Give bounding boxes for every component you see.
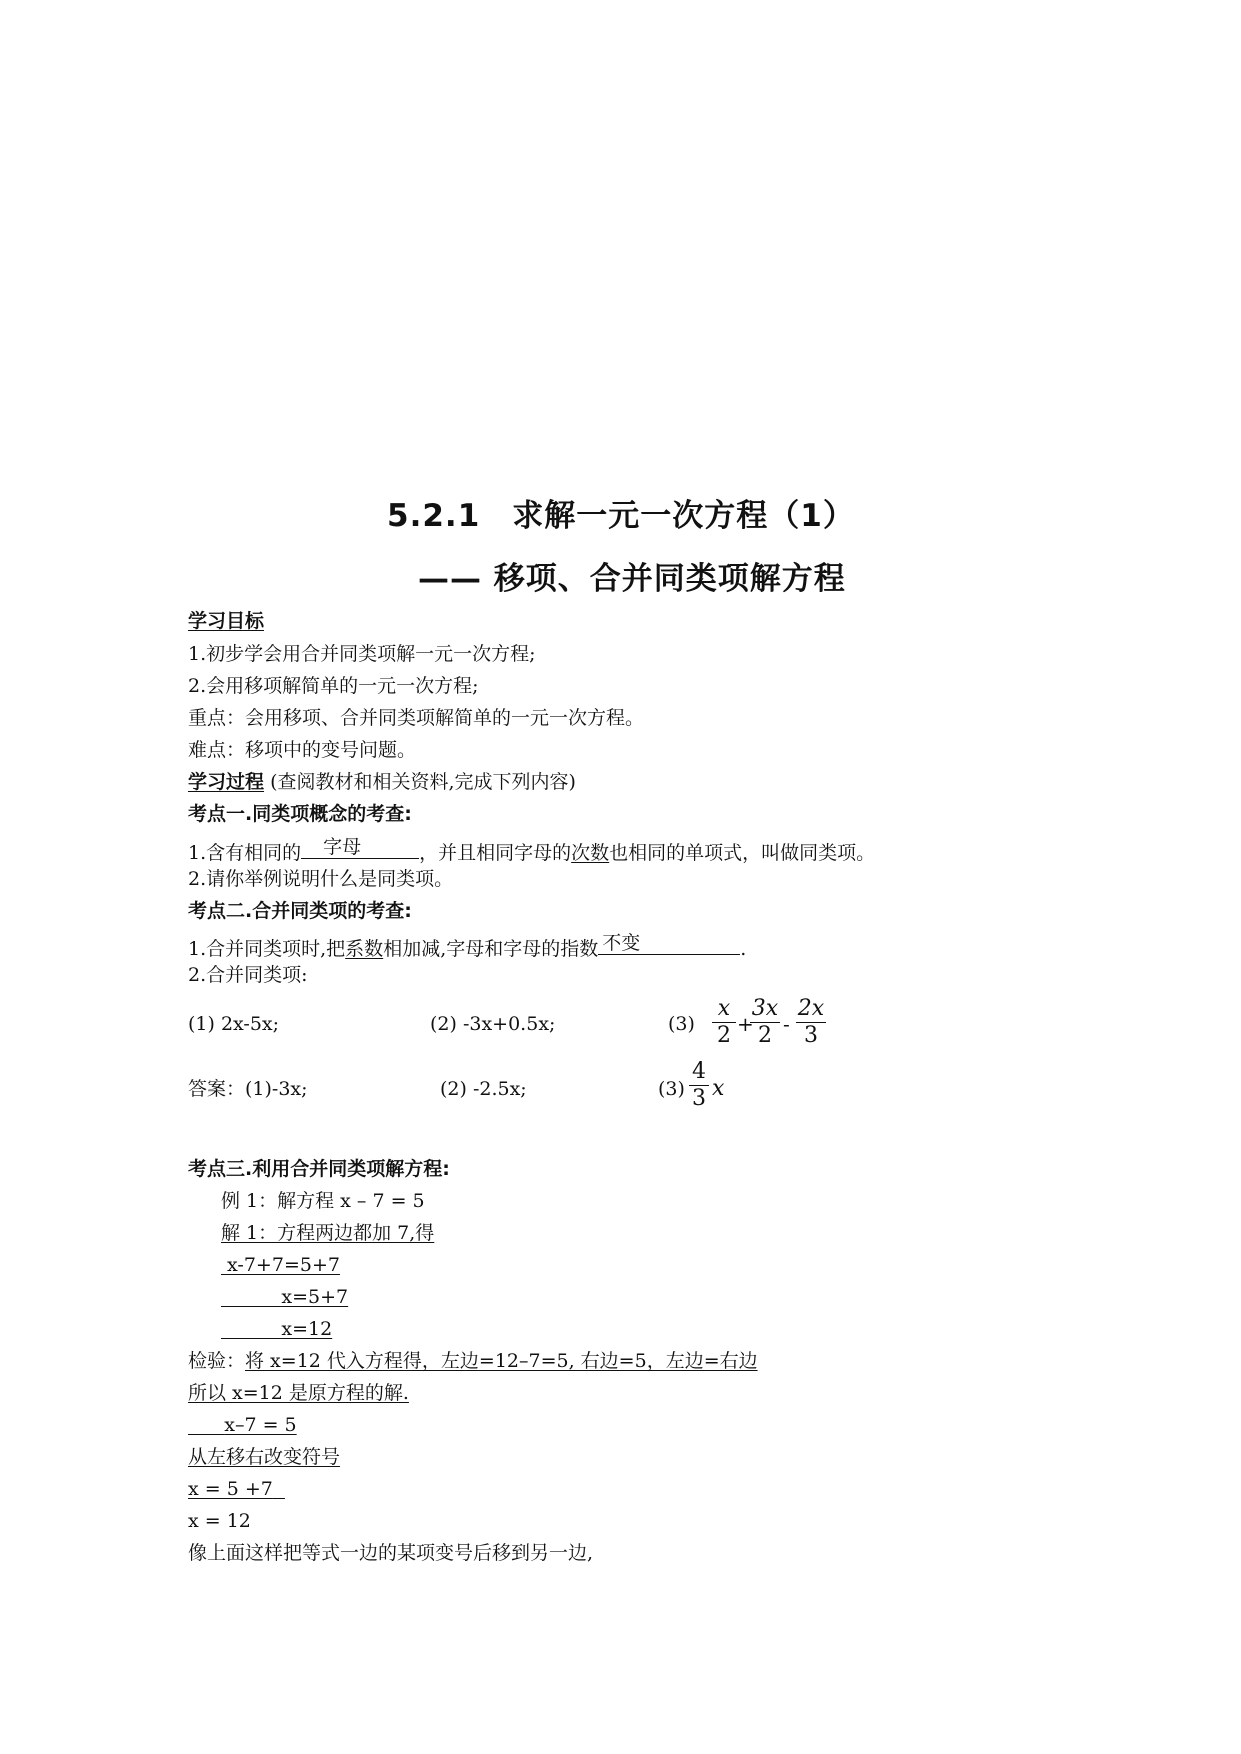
step-2: x=5+7 (281, 1286, 349, 1308)
point2-question1: 1.合并同类项时,把系数相加减,字母和字母的指数 不变 . (188, 932, 747, 960)
difficulty: 难点：移项中的变号问题。 (188, 739, 417, 761)
answer-3-variable: x (712, 1076, 725, 1101)
exercise-2: (2) -3x+0.5x; (430, 1013, 556, 1035)
check-line: 检验：将 x=12 代入方程得，左边=12–7=5, 右边=5，左边=右边 (188, 1350, 758, 1372)
document-title: 5.2.1 求解一元一次方程（1） (387, 498, 855, 534)
exercise-1: (1) 2x-5x; (188, 1013, 280, 1035)
minus-sign: - (783, 1012, 790, 1036)
fraction-2x-over-3: 2x 3 (797, 996, 825, 1048)
fraction-x-over-2: x 2 (712, 998, 736, 1047)
fill-blank: 不变 (598, 934, 740, 955)
objective-1: 1.初步学会用合并同类项解一元一次方程; (188, 643, 536, 665)
conclusion: 所以 x=12 是原方程的解. (188, 1382, 409, 1404)
point1-question1: 1.含有相同的 字母 ，并且相同字母的次数也相同的单项式，叫做同类项。 (188, 836, 876, 864)
objective-2: 2.会用移项解简单的一元一次方程; (188, 675, 479, 697)
equation-3: x = 12 (188, 1510, 251, 1532)
point1-heading: 考点一.同类项概念的考查: (188, 803, 412, 825)
fraction-3x-over-2: 3x 2 (751, 996, 779, 1048)
process-heading: 学习过程 (188, 771, 265, 793)
exercise-3-label: (3) (668, 1013, 695, 1035)
fraction-4-over-3: 4 3 (689, 1061, 709, 1110)
answer-1: 答案：(1)-3x; (188, 1078, 308, 1100)
answer-3-label: (3) (658, 1078, 685, 1100)
plus-sign: + (737, 1012, 754, 1036)
process-line (188, 773, 576, 792)
step-1: x-7+7=5+7 (221, 1254, 340, 1276)
equation-1: x–7 = 5 (224, 1414, 297, 1436)
summary-text: 像上面这样把等式一边的某项变号后移到另一边, (188, 1542, 594, 1564)
example-1: 例 1：解方程 x – 7 = 5 (221, 1190, 425, 1212)
equation-2: x = 5 +7 (188, 1478, 273, 1500)
document-subtitle: —— 移项、合并同类项解方程 (418, 561, 846, 597)
move-note: 从左移右改变符号 (188, 1446, 341, 1468)
answer-2: (2) -2.5x; (440, 1078, 527, 1100)
process-note: (查阅教材和相关资料,完成下列内容) (270, 771, 576, 793)
objectives-heading: 学习目标 (188, 610, 265, 632)
step-3: x=12 (281, 1318, 333, 1340)
solution-1: 解 1：方程两边都加 7,得 (221, 1222, 435, 1244)
key-point: 重点：会用移项、合并同类项解简单的一元一次方程。 (188, 707, 645, 729)
point1-question2: 2.请你举例说明什么是同类项。 (188, 868, 454, 890)
point2-question2: 2.合并同类项: (188, 964, 308, 986)
point3-heading: 考点三.利用合并同类项解方程: (188, 1158, 450, 1180)
fill-blank: 字母 (301, 838, 419, 859)
point2-heading: 考点二.合并同类项的考查: (188, 900, 412, 922)
